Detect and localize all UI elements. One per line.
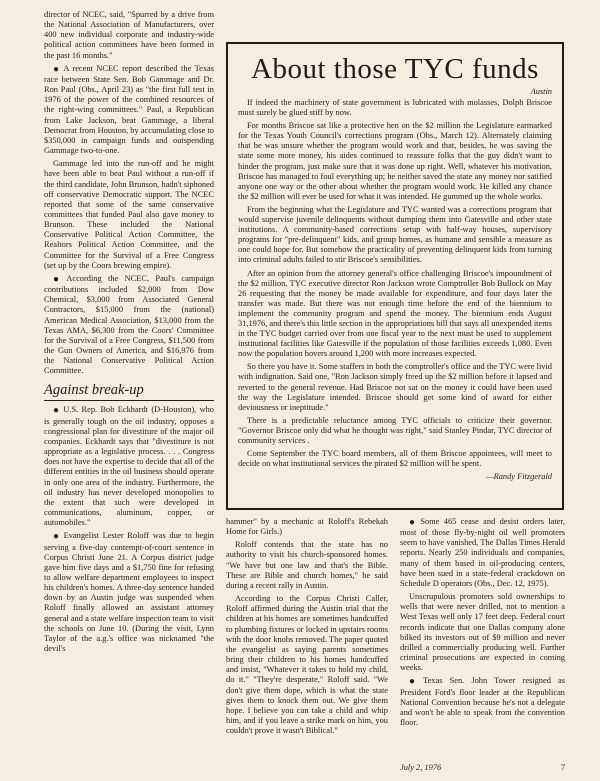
paragraph: There is a predictable reluctance among TYC officials to criticize their governor. "Governor Briscoe only did what he thought was right," said Stanley Pindar, TYC director of community services . (238, 415, 552, 445)
paragraph: ● U.S. Rep. Bob Eckhardt (D-Houston), who is generally tough on the oil industry, opposes a congressional plan for divestiture of the major oil companies. Eckhardt says that "divestiture is not appropriate as a legislative process. . . . Congress does not have the expertise to decide that all of the different entities in the oil business should operate in only one area of the industry. Furthermore, the oil industry has never developed monopolies to the extent that such were developed in communications, aluminum, copper, or automobiles." (44, 405, 214, 528)
paragraph: hammer" by a mechanic at Roloff's Rebekah Home for Girls.) (226, 517, 388, 537)
paragraph: ● Some 465 cease and desist orders later, most of those fly-by-night oil well promoters seem to have vanished, The Dallas Times Herald reports. Nearly 250 individuals and companies, many of them based in oil-producing centers, have been sued in a state-federal crackdown on Schedule D operators (Obs., Dec. 12, 1975). (400, 517, 565, 588)
bullet-icon: ● (53, 405, 61, 417)
bullet-icon: ● (53, 63, 61, 75)
dateline: Austin (530, 87, 552, 96)
section-heading: Against break-up (44, 382, 214, 401)
bullet-icon: ● (409, 517, 418, 528)
bullet-icon: ● (53, 273, 64, 285)
tyc-funds-box (226, 42, 564, 510)
paragraph: After an opinion from the attorney general's office challenging Briscoe's impoundment of the $2 million, TYC executive director Ron Jackson wrote Comptroller Bob Bullock on May 26 requesting that the money be made available for expenditure, and four days later the transfer was made. But there was not enough time before the end of the biennium to implement the community program and spend the money. The biennium ends August 31,1976, and there's this little section in the appropriations bill that says all unexpended items in the TYC budget carried over from one fiscal year to the next must be used to supplement institutional facilities like Gatesville if the population of those facilities exceeds 1,080. Even now the population hovers around 1,200 with more increases expected. (238, 268, 552, 359)
issue-date: July 2, 1976 (400, 763, 442, 772)
article-body (238, 98, 552, 482)
paragraph: From the beginning what the Legislature and TYC wanted was a corrections program that would supervise juvenile delinquents without dumping them into Gatesville and other state institutions. A community-based corrections setup with half-way houses, supervisory programs for "pre-delinquent" kids, and group homes, as humane and sensible a measure as one could hope for. But somehow the practicality of preventing delinquent kids from turning into criminal adults failed to stir Briscoe's sensibilities. (238, 204, 552, 265)
page-footer (400, 763, 565, 772)
paragraph: For months Briscoe sat like a protective hen on the $2 million the Legislature earmarked for the Texas Youth Council's corrections program (Obs., March 12). Alternately claiming that he was unsure whether the program would work and that, besides, he was saving the state some more money, his aides continued to reassure folks that the guy didn't want to hinder the program, just make sure that it was done up right. Well, whatever his motivation, Briscoe has managed to foul everything up; he neither saved the state any money nor satified anyone one way or the other about whether the program would work. He killed any chance the $2 million will ever be used for what it was intended. He gummed up the whole works. (238, 121, 552, 201)
article-title: About those TYC funds (251, 53, 539, 85)
byline: —Randy Fitzgerald (486, 472, 552, 482)
left-column (44, 10, 214, 657)
paragraph: Unscrupulous promoters sold ownerships to wells that were never drilled, not to mention a West Texas well only 17 feet deep. Federal court records indicate that one Dallas company alone bilked its investors out of $9 million and never drilled a commercially producing well. Further criminal prosecutions are expected in coming weeks. (400, 592, 565, 673)
middle-column (226, 517, 388, 739)
paragraph: director of NCEC, said, "Spurred by a drive from the National Association of Manufacturers, over 400 new individual corporate and industry-wide political action committees have been formed in the past 16 months." (44, 10, 214, 60)
paragraph: Gammage led into the run-off and he might have been able to beat Paul without a run-off if the third candidate, John Brunson, hadn't siphoned off conservative Democratic support. The NCEC reported that some of the same conservative committees that funded Paul also gave money to Brunson. These included the National Conservative Political Action Committee, the Realtors Political Action Committee, and the Committee for the Survival of a Free Congress (set up by the Coors brewing empire). (44, 159, 214, 270)
paragraph: Roloff contends that the state has no authority to visit his church-sponsored homes. "We have but one law and that's the Bible. These are Bible and church homes," he said during a recent rally in Austin. (226, 540, 388, 590)
paragraph: ● A recent NCEC report described the Texas race between State Sen. Bob Gammage and Dr. Ron Paul (Obs., April 23) as "the first full test in 1976 of the power of the combined resources of the right-wing committees." Paul, a Republican from Lake Jackson, beat Gammage, a liberal Democrat from Houston, by accumulating close to $350,000 in campaign funds and outspending Gammage two-to-one. (44, 63, 214, 156)
bullet-icon: ● (53, 531, 61, 543)
paragraph: Come September the TYC board members, all of them Briscoe appointees, will meet to decide on what institutional services the pirated $2 million will be spent. (238, 449, 552, 469)
bullet-icon: ● (409, 676, 421, 688)
paragraph: ● Texas Sen. John Tower resigned as President Ford's floor leader at the Republican National Convention because he's not a delegate and won't be able to speak from the convention floor. (400, 676, 565, 727)
paragraph: ● Evangelist Lester Roloff was due to begin serving a five-day contempt-of-court sentence in Corpus Christi June 21. A Corpus district judge gave him five days and a $1,750 fine for refusing to allow welfare department employees to inspect his children's homes. A three-day sentence handed down by an Austin judge was suspended when Roloff finally allowed an assistant attorney general and a state welfare inspection team to visit the schools on June 10. (During the visit, Lynn Taylor of the a.g.'s office was nicknamed "the devil's (44, 531, 214, 654)
right-column (400, 517, 565, 731)
paragraph: If indeed the machinery of state government is lubricated with molasses, Dolph Briscoe must surely be glued stiff by now. (238, 98, 552, 118)
paragraph: So there you have it. Some staffers in both the comptroller's office and the TYC were livid with indignation. Said one, "Ron Jackson simply freed up the $2 million before it lapsed and reverted to the general revenue. Had Briscoe not sat on the money it could have been used the way the Legislature intended. Briscoe should get some kind of award for either deviousness or ineptitude." (238, 362, 552, 412)
paragraph: According to the Corpus Christi Caller, Roloff affirmed during the Austin trial that the children at his homes are sometimes handcuffed to plumbing fixtures or locked in upstairs rooms with the door knobs removed. The paper quoted the evangelist as saying parents sometimes bring their children to his homes handcuffed and insist, "Whatever it takes to hold my child, do it." "They're desperate," Roloff said. "We don't give them dope, which is what the state gives them to knock them out. We give them hope. I believe you can take a child and whip him, and if you leave a strike mark on him, you couldn't prove it wasn't Biblical." (226, 594, 388, 736)
paragraph: ● According the NCEC, Paul's campaign contributions included $2,000 from Dow Chemical, $3,000 from Associated General Contractors, $15,000 from the (national) American Medical Association, $13,000 from the Texas AMA, $6,300 from the Coors' Committee for the Survival of a Free Congress, $11,500 from the Gun Owners of America, and $16,976 from the National Conservative Political Action Committee. (44, 273, 214, 376)
page-number: 7 (560, 763, 565, 772)
